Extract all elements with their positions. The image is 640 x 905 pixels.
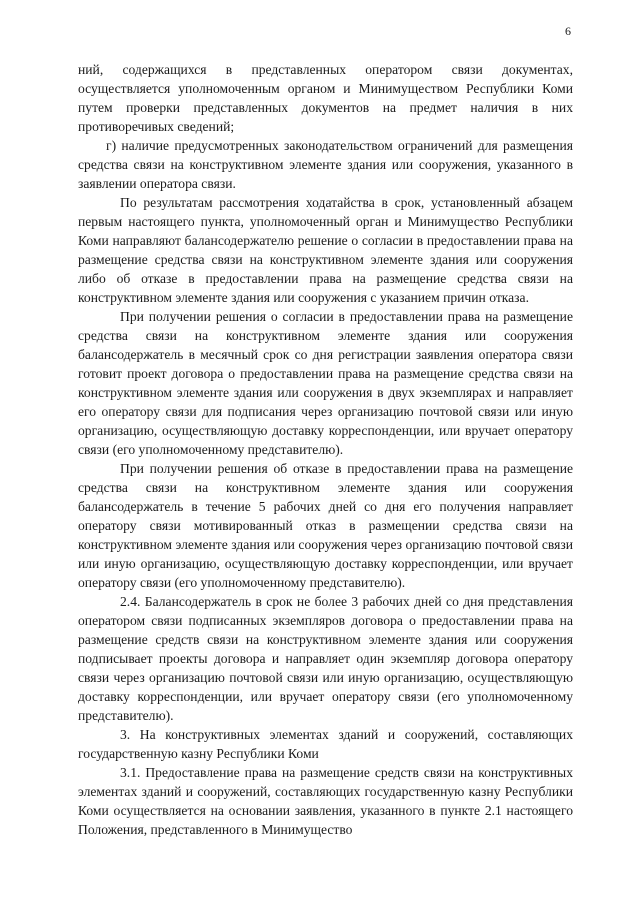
section-heading-3: 3. На конструктивных элементах зданий и сооружений, составляющих государственную казну Республики Коми <box>78 727 573 761</box>
page-number: 6 <box>565 24 571 38</box>
document-body <box>78 60 573 839</box>
paragraph-section-2-4: 2.4. Балансодержатель в срок не более 3 рабочих дней со дня представления оператором связи подписанных экземпляров договора о предоставлении права на размещение средств связи на конструктивном элементе здания или сооружения подписывает проекты договора и направляет один экземпляр договора оператору связи через организацию почтовой связи или иную организацию, осуществляющую доставку корреспонденции, или вручает оператору связи (его уполномоченному представителю). <box>78 594 573 723</box>
paragraph-section-3-1: 3.1. Предоставление права на размещение средств связи на конструктивных элементах зданий и сооружений, составляющих государственную казну Республики Коми осуществляется на основании заявления, указанного в пункте 2.1 настоящего Положения, представленного в Минимущество <box>78 765 573 837</box>
paragraph-continuation: ний, содержащихся в представленных оператором связи документах, осуществляется уполномоченным органом и Минимуществом Республики Коми путем проверки представленных документов на предмет наличия в них противоречивых сведений; <box>78 62 573 134</box>
paragraph-review-results: По результатам рассмотрения ходатайства в срок, установленный абзацем первым настоящего пункта, уполномоченный орган и Минимущество Республики Коми направляют балансодержателю решение о согласии в предоставлении права на размещение средства связи на конструктивном элементе здания или сооружения либо об отказе в предоставлении права на размещение средства связи на конструктивном элементе здания или сооружения с указанием причин отказа. <box>78 195 573 305</box>
paragraph-refusal-decision: При получении решения об отказе в предоставлении права на размещение средства связи на конструктивном элементе здания или сооружения балансодержатель в течение 5 рабочих дней со дня его получения направляет оператору связи мотивированный отказ в размещении средства связи на конструктивном элементе здания или сооружения через организацию почтовой связи или иную организацию, осуществляющую доставку корреспонденции, или вручает оператору связи (его уполномоченному представителю). <box>78 461 573 590</box>
paragraph-consent-decision: При получении решения о согласии в предоставлении права на размещение средства связи на конструктивном элементе здания или сооружения балансодержатель в месячный срок со дня регистрации заявления оператора связи готовит проект договора о предоставлении права на размещение средства связи на конструктивном элементе здания или сооружения в двух экземплярах и направляет его оператору связи для подписания через организацию почтовой связи или иную организацию, осуществляющую доставку корреспонденции, или вручает оператору связи (его уполномоченному представителю). <box>78 309 573 457</box>
paragraph-item-g: г) наличие предусмотренных законодательством ограничений для размещения средства связи на конструктивном элементе здания или сооружения, указанного в заявлении оператора связи. <box>78 138 573 191</box>
